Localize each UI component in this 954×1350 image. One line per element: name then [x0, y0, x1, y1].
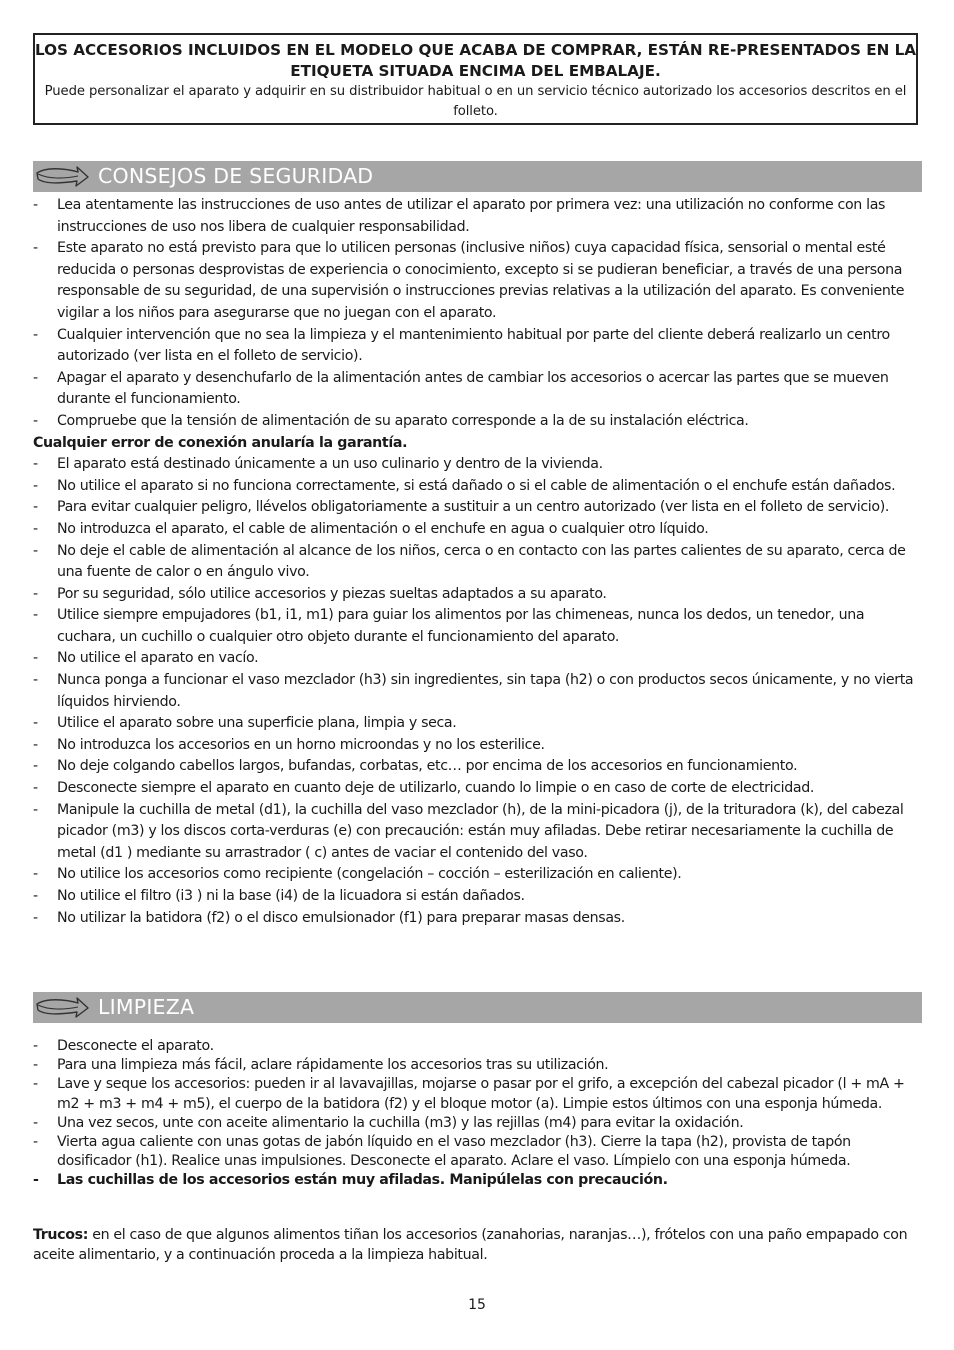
- arrow-icon: [34, 164, 90, 190]
- tips-text: en el caso de que algunos alimentos tiñan los accesorios (zanahorias, naranjas…), frótelos con una paño empapado con aceite alimentario, y a continuación proceda a la limpieza habitual.: [33, 1227, 908, 1263]
- arrow-icon: [34, 995, 90, 1021]
- list-item: - No introduzca el aparato, el cable de alimentación o el enchufe en agua o cualquier otro líquido.: [33, 519, 923, 541]
- accessories-notice-title: LOS ACCESORIOS INCLUIDOS EN EL MODELO QUE ACABA DE COMPRAR, ESTÁN RE-PRESENTADOS EN LA ETIQUETA SITUADA ENCIMA DEL EMBALAJE.: [35, 41, 916, 80]
- list-item: - Vierta agua caliente con unas gotas de jabón líquido en el vaso mezclador (h3). Cierre la tapa (h2), provista de tapón dosificador (h1). Realice unas impulsiones. Desconecte el aparato. Aclare el vaso. Límpielo con una esponja húmeda.: [33, 1133, 923, 1171]
- list-item: - Lea atentamente las instrucciones de uso antes de utilizar el aparato por primera vez: una utilización no conforme con las instrucciones de uso nos libera de cualquier responsabilidad.: [33, 195, 923, 238]
- list-item: - Manipule la cuchilla de metal (d1), la cuchilla del vaso mezclador (h), de la mini-picadora (j), de la trituradora (k), del cabezal picador (m3) y los discos corta-verduras (e) con precaución: están muy afiladas. Debe retirar necesariamente la cuchilla de metal (d1 ) mediante su arrastrador ( c) antes de vaciar el contenido del vaso.: [33, 800, 923, 865]
- safety-section-title: CONSEJOS DE SEGURIDAD: [98, 164, 374, 188]
- list-item: - Utilice el aparato sobre una superficie plana, limpia y seca.: [33, 713, 923, 735]
- accessories-notice-box: [33, 33, 918, 125]
- list-item: - Desconecte siempre el aparato en cuanto deje de utilizarlo, cuando lo limpie o en caso de corte de electricidad.: [33, 778, 923, 800]
- accessories-notice-text: Puede personalizar el aparato y adquirir en su distribuidor habitual o en un servicio técnico autorizado los accesorios descritos en el folleto.: [44, 84, 907, 119]
- tips-paragraph: [33, 1226, 918, 1265]
- tips-label: Trucos:: [33, 1227, 89, 1243]
- list-item: - No utilice el filtro (i3 ) ni la base (i4) de la licuadora si están dañados.: [33, 886, 923, 908]
- safety-section-header: [33, 161, 922, 192]
- cleaning-section-header: [33, 992, 922, 1023]
- list-item: - No introduzca los accesorios en un horno microondas y no los esterilice.: [33, 735, 923, 757]
- list-item: - Una vez secos, unte con aceite alimentario la cuchilla (m3) y las rejillas (m4) para evitar la oxidación.: [33, 1114, 923, 1133]
- list-item: - Nunca ponga a funcionar el vaso mezclador (h3) sin ingredientes, sin tapa (h2) o con productos secos únicamente, y no vierta líquidos hirviendo.: [33, 670, 923, 713]
- list-item: - No utilizar la batidora (f2) o el disco emulsionador (f1) para preparar masas densas.: [33, 908, 923, 930]
- warning-note: Cualquier error de conexión anularía la garantía.: [33, 434, 408, 451]
- safety-list: [33, 195, 923, 929]
- list-item: - Cualquier intervención que no sea la limpieza y el mantenimiento habitual por parte del cliente deberá realizarlo un centro autorizado (ver lista en el folleto de servicio).: [33, 325, 923, 368]
- list-item: - No deje el cable de alimentación al alcance de los niños, cerca o en contacto con las partes calientes de su aparato, cerca de una fuente de calor o en ángulo vivo.: [33, 541, 923, 584]
- list-item: - Utilice siempre empujadores (b1, i1, m1) para guiar los alimentos por las chimeneas, nunca los dedos, un tenedor, una cuchara, un cuchillo o cualquier otro objeto durante el funcionamiento del aparato.: [33, 605, 923, 648]
- list-item: - No utilice los accesorios como recipiente (congelación – cocción – esterilización en caliente).: [33, 864, 923, 886]
- list-item: - Las cuchillas de los accesorios están muy afiladas. Manipúlelas con precaución.: [33, 1171, 923, 1190]
- list-item: - El aparato está destinado únicamente a un uso culinario y dentro de la vivienda.: [33, 454, 923, 476]
- list-item: - Para una limpieza más fácil, aclare rápidamente los accesorios tras su utilización.: [33, 1056, 923, 1075]
- list-item: - Para evitar cualquier peligro, llévelos obligatoriamente a sustituir a un centro autorizado (ver lista en el folleto de servicio).: [33, 497, 923, 519]
- list-item: - Compruebe que la tensión de alimentación de su aparato corresponde a la de su instalación eléctrica.: [33, 411, 923, 433]
- list-item: - Este aparato no está previsto para que lo utilicen personas (inclusive niños) cuya capacidad física, sensorial o mental esté reducida o personas desprovistas de experiencia o conocimiento, excepto si se pudieran beneficiar, a través de una persona responsable de su seguridad, de una supervisión o instrucciones previas relativas a la utilización del aparato. Es conveniente vigilar a los niños para asegurarse que no juegan con el aparato.: [33, 238, 923, 324]
- cleaning-list: [33, 1037, 923, 1191]
- cleaning-section-title: LIMPIEZA: [98, 995, 195, 1019]
- list-item: - Por su seguridad, sólo utilice accesorios y piezas sueltas adaptados a su aparato.: [33, 584, 923, 606]
- list-item: - Desconecte el aparato.: [33, 1037, 923, 1056]
- list-item: - Apagar el aparato y desenchufarlo de la alimentación antes de cambiar los accesorios o acercar las partes que se mueven durante el funcionamiento.: [33, 368, 923, 411]
- list-item: - No utilice el aparato si no funciona correctamente, si está dañado o si el cable de alimentación o el enchufe están dañados.: [33, 476, 923, 498]
- page-number: 15: [468, 1297, 486, 1313]
- list-item: - Lave y seque los accesorios: pueden ir al lavavajillas, mojarse o pasar por el grifo, a excepción del cabezal picador (l + mA + m2 + m3 + m4 + m5), el cuerpo de la batidora (f2) y el bloque motor (a). Limpie estos últimos con una esponja húmeda.: [33, 1075, 923, 1113]
- list-item: - No deje colgando cabellos largos, bufandas, corbatas, etc… por encima de los accesorios en funcionamiento.: [33, 756, 923, 778]
- list-item: - No utilice el aparato en vacío.: [33, 648, 923, 670]
